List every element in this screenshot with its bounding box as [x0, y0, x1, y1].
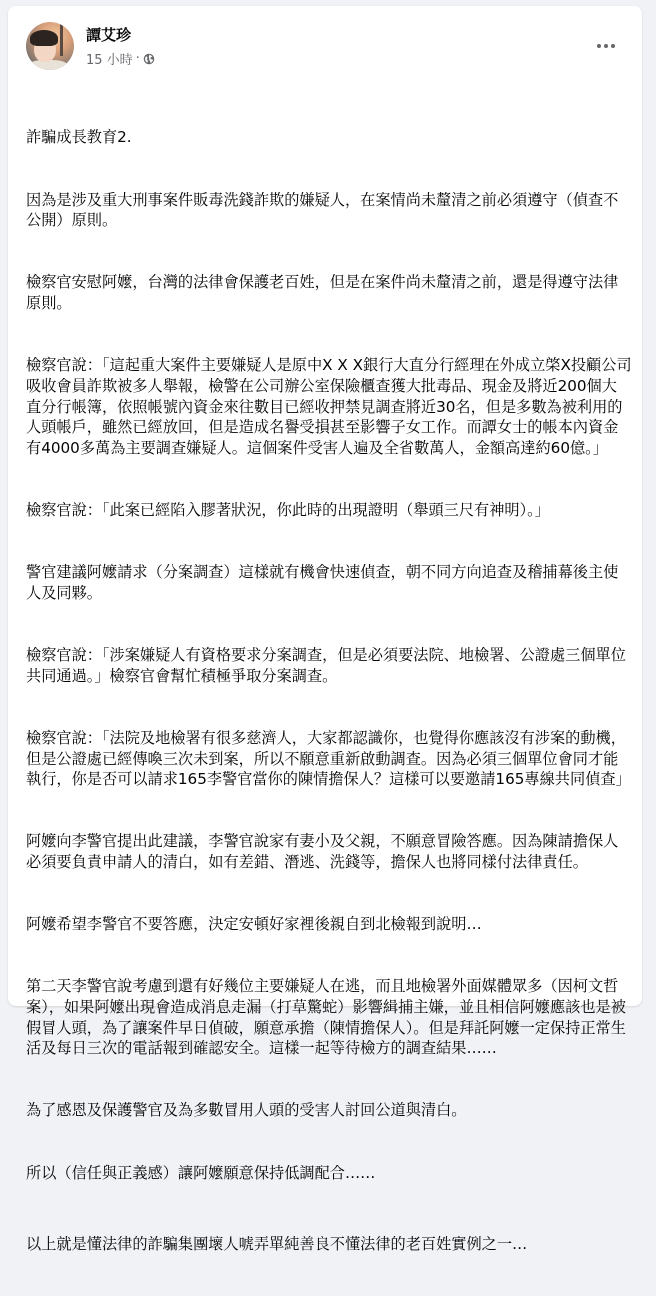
avatar[interactable] [26, 22, 74, 70]
post-paragraph: 檢察官說：「法院及地檢署有很多慈濟人，大家都認識你，也覺得你應該沒有涉案的動機，但是公證處已經傳喚三次未到案，所以不願意重新啟動調查。因為必須三個單位會同才能執行，你是否可以請求165李警官當你的陳情擔保人？這樣可以要邀請165專線共同偵查」 [26, 728, 631, 789]
post-paragraph: 阿嬤希望李警官不要答應，決定安頓好家裡後親自到北檢報到說明… [26, 915, 482, 934]
more-options-icon [597, 44, 601, 48]
post-paragraph: 詐騙成長教育2. [26, 128, 132, 147]
post-card [8, 6, 642, 1253]
globe-icon[interactable] [143, 53, 155, 65]
author-name[interactable]: 譚艾珍 [86, 26, 132, 44]
more-options-icon [604, 44, 608, 48]
post-paragraph: 所以（信任與正義感）讓阿嬤願意保持低調配合…… [26, 1163, 376, 1182]
post-header [26, 22, 630, 76]
avatar-hair [30, 30, 58, 46]
meta-separator: · [135, 51, 140, 66]
avatar-background-detail [60, 22, 63, 56]
post-timestamp[interactable]: 15 小時 [86, 53, 133, 68]
post-paragraph: 因為是涉及重大刑事案件販毒洗錢詐欺的嫌疑人，在案情尚未釐清之前必須遵守（偵查不公開）原則。 [26, 190, 619, 230]
post-paragraph: 阿嬤向李警官提出此建議，李警官說家有妻小及父親，不願意冒險答應。因為陳請擔保人必須要負責申請人的清白，如有差錯、潛逃、洗錢等，擔保人也將同樣付法律責任。 [26, 832, 619, 872]
post-closing: 以上就是懂法律的詐騙集團壞人唬弄單純善良不懂法律的老百姓實例之一… [26, 1234, 528, 1253]
post-paragraph: 為了感恩及保護警官及為多數冒用人頭的受害人討回公道與清白。 [26, 1101, 467, 1120]
post-paragraph: 檢察官安慰阿嬤，台灣的法律會保護老百姓，但是在案件尚未釐清之前，還是得遵守法律原則。 [26, 273, 619, 313]
post-meta [86, 49, 155, 68]
more-options-button[interactable] [590, 32, 622, 60]
more-options-icon [611, 44, 615, 48]
post-body [26, 86, 632, 1296]
post-paragraph: 檢察官說：「此案已經陷入膠著狀況，你此時的出現證明（舉頭三尺有神明）。」 [26, 501, 550, 520]
post-paragraph: 第二天李警官說考慮到還有好幾位主要嫌疑人在逃，而且地檢署外面媒體眾多（因柯文哲案），如果阿嬤出現會造成消息走漏（打草驚蛇）影響緝捕主嫌，並且相信阿嬤應該也是被假冒人頭，為了讓案件早日偵破，願意承擔（陳情擔保人）。但是拜託阿嬤一定保持正常生活及每日三次的電話報到確認安全。這樣一起等待檢方的調查結果…… [26, 977, 626, 1058]
post-paragraph: 檢察官說：「這起重大案件主要嫌疑人是原中X X X銀行大直分行經理在外成立棨X投顧公司吸收會員詐欺被多人舉報，檢警在公司辦公室保險櫃查獲大批毒品、現金及將近200個大直分行帳簿，依照帳號內資金來往數目已經收押禁見調查將近30名，但是多數為被利用的人頭帳戶，雖然已經放回，但是造成名譽受損甚至影響子女工作。而譚女士的帳本內資金有4000多萬為主要調查嫌疑人。這個案件受害人遍及全省數萬人，金額高達約60億。」 [26, 356, 632, 457]
post-paragraph: 警官建議阿嬤請求（分案調查）這樣就有機會快速偵查，朝不同方向追查及稽捕幕後主使人及同夥。 [26, 563, 619, 602]
post-paragraph: 檢察官說：「涉案嫌疑人有資格要求分案調查，但是必須要法院、地檢署、公證處三個單位共同通過。」檢察官會幫忙積極爭取分案調查。 [26, 645, 626, 685]
